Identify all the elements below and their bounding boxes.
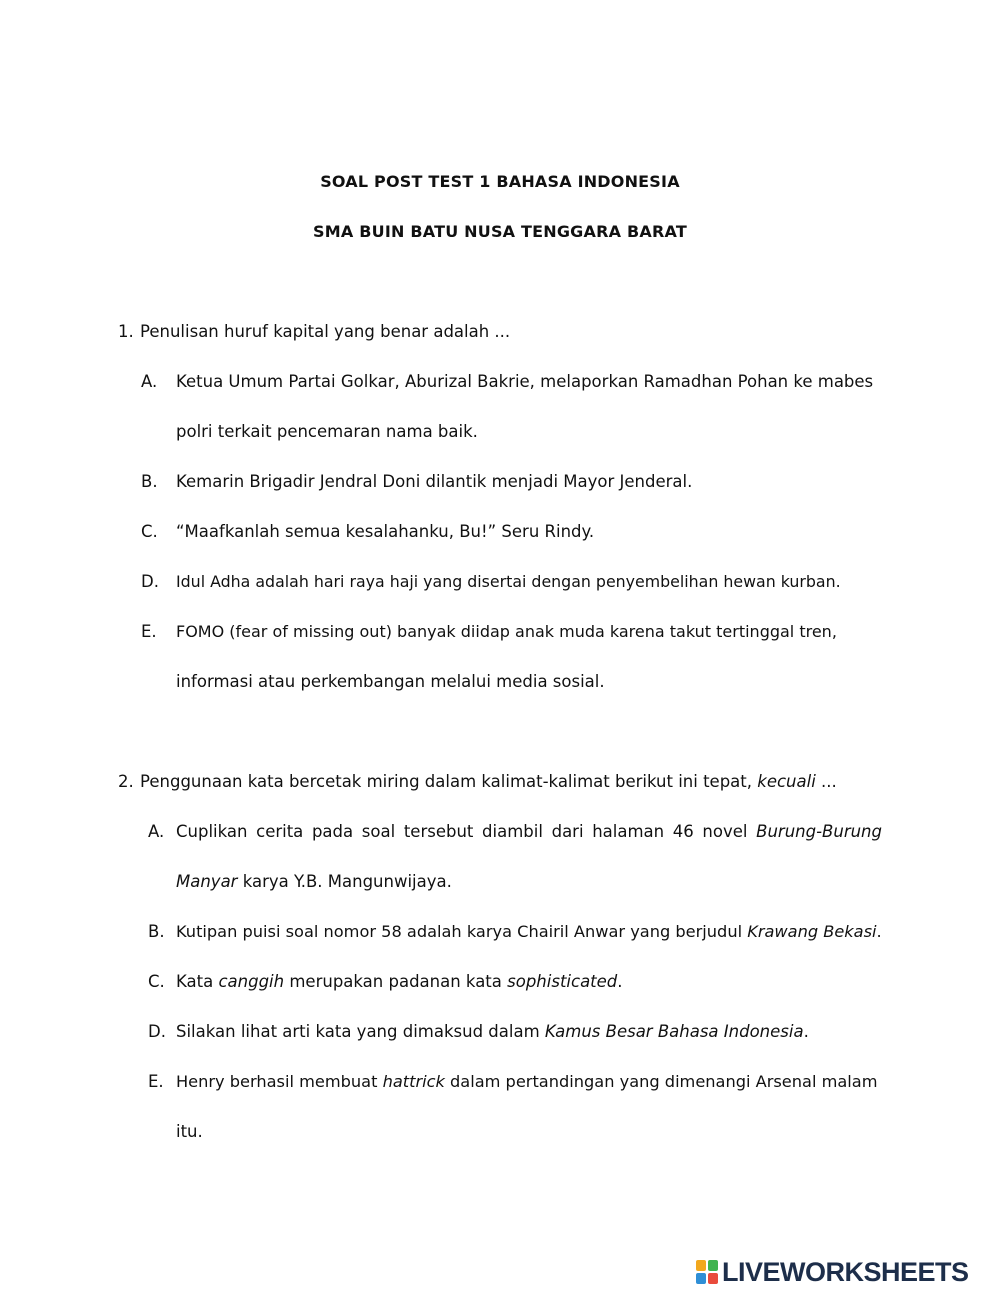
liveworksheets-icon — [696, 1260, 718, 1284]
word: Cuplikan — [176, 822, 248, 841]
italic-title: Krawang Bekasi — [747, 922, 877, 941]
page-title: SOAL POST TEST 1 BAHASA INDONESIA — [320, 172, 680, 191]
option-label: A. — [141, 372, 158, 391]
option-text — [176, 822, 882, 842]
plain-text: Henry berhasil membuat — [176, 1072, 383, 1091]
option-text: FOMO (fear of missing out) banyak diidap anak muda karena takut tertinggal tren, — [176, 622, 837, 641]
plain-text: . — [876, 922, 882, 941]
option-text-continued — [176, 872, 452, 892]
option-text-continued: itu. — [176, 1122, 203, 1141]
question-text-italic: kecuali — [757, 772, 816, 791]
word: soal — [361, 822, 396, 841]
word-italic: Burung-Burung — [756, 822, 882, 841]
question-text-main: Penggunaan kata bercetak miring dalam kalimat-kalimat berikut ini tepat, — [140, 772, 758, 791]
option-text — [176, 922, 882, 942]
plain-text: Silakan lihat arti kata yang dimaksud dalam — [176, 1022, 545, 1041]
plain-text: . — [617, 972, 623, 991]
option-text-continued: polri terkait pencemaran nama baik. — [176, 422, 478, 441]
brand-name: LIVEWORKSHEETS — [722, 1256, 969, 1287]
option-label: B. — [148, 922, 165, 941]
option-text: “Maafkanlah semua kesalahanku, Bu!” Seru Rindy. — [176, 522, 595, 541]
question-text — [140, 772, 837, 792]
word: 46 — [672, 822, 694, 841]
word: cerita — [256, 822, 304, 841]
plain-text: dalam pertandingan yang dimenangi Arsenal malam — [444, 1072, 878, 1091]
option-label: C. — [148, 972, 165, 991]
italic-title: Kamus Besar Bahasa Indonesia — [544, 1022, 804, 1041]
question-number: 1. — [118, 322, 134, 341]
option-text — [176, 1022, 809, 1042]
plain-text: Kutipan puisi soal nomor 58 adalah karya Chairil Anwar yang berjudul — [176, 922, 748, 941]
plain-text: . — [803, 1022, 809, 1041]
logo-square-icon — [696, 1273, 706, 1284]
italic-word: canggih — [218, 972, 285, 991]
word: dari — [551, 822, 584, 841]
option-text-continued: informasi atau perkembangan melalui media sosial. — [176, 672, 605, 691]
italic-title: Manyar — [176, 872, 238, 891]
page-subtitle: SMA BUIN BATU NUSA TENGGARA BARAT — [313, 222, 687, 241]
plain-text: karya Y.B. Mangunwijaya. — [237, 872, 452, 891]
logo-square-icon — [708, 1273, 718, 1284]
option-label: E. — [148, 1072, 164, 1091]
option-label: D. — [141, 572, 159, 591]
option-text — [176, 972, 623, 992]
option-label: E. — [141, 622, 157, 641]
option-label: C. — [141, 522, 158, 541]
word: tersebut — [403, 822, 474, 841]
option-text: Ketua Umum Partai Golkar, Aburizal Bakrie, melaporkan Ramadhan Pohan ke mabes — [176, 372, 874, 391]
question-text: Penulisan huruf kapital yang benar adalah ... — [140, 322, 511, 341]
option-label: B. — [141, 472, 158, 491]
logo-square-icon — [708, 1260, 718, 1271]
word: diambil — [482, 822, 543, 841]
liveworksheets-logo[interactable] — [696, 1257, 969, 1287]
logo-square-icon — [696, 1260, 706, 1271]
option-text: Idul Adha adalah hari raya haji yang disertai dengan penyembelihan hewan kurban. — [176, 572, 841, 591]
italic-word: sophisticated — [507, 972, 618, 991]
word: halaman — [592, 822, 665, 841]
option-text — [176, 1072, 877, 1092]
option-label: A. — [148, 822, 165, 841]
word: pada — [311, 822, 354, 841]
question-number: 2. — [118, 772, 134, 791]
word: novel — [702, 822, 748, 841]
plain-text: Kata — [176, 972, 219, 991]
italic-word: hattrick — [382, 1072, 445, 1091]
option-label: D. — [148, 1022, 166, 1041]
option-text: Kemarin Brigadir Jendral Doni dilantik menjadi Mayor Jenderal. — [176, 472, 693, 491]
plain-text: merupakan padanan kata — [284, 972, 508, 991]
question-text-end: ... — [815, 772, 837, 791]
